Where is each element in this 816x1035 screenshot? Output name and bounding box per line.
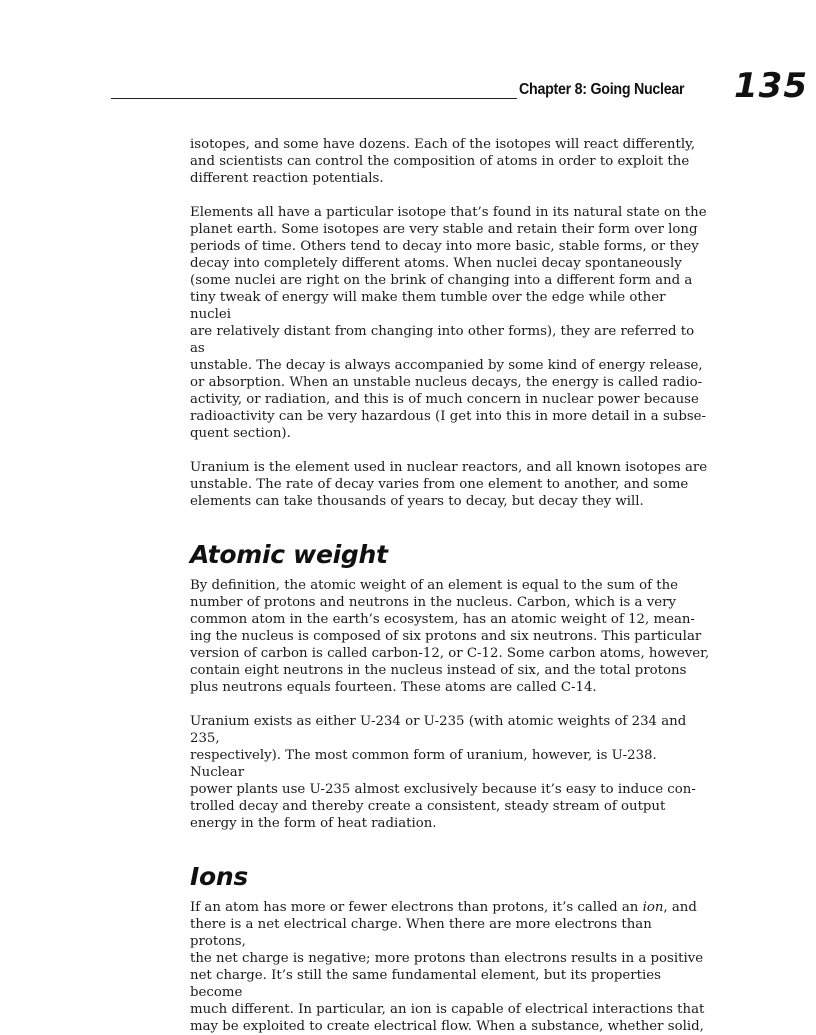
header-rule	[111, 98, 517, 99]
paragraph-isotopes-continued: isotopes, and some have dozens. Each of the isotopes will react differently, and scientists can control the composition of atoms in order to exploit the different reaction potentials.	[190, 137, 696, 186]
page-number: 135	[734, 66, 808, 106]
page-body	[190, 136, 710, 1035]
ion-term: ion	[642, 900, 664, 915]
ions-text-rest: , and there is a net electrical charge. When there are more electrons than protons, the net charge is negative; more protons than electrons results in a positive net charge. It’s still the same fundamental element, but its properties become much different. In particular, an ion is capable of electrical interactions that may be exploited to create electrical flow. When a substance, whether solid,	[190, 900, 705, 1034]
paragraph-uranium-isotopes: Uranium exists as either U-234 or U-235 (with atomic weights of 234 and 235, respectively). The most common form of uranium, however, is U-238. Nuclear power plants use U-235 almost exclusively because it’s easy to induce con- trolled decay and thereby create a consistent, steady stream of output energy in the form of heat radiation.	[190, 714, 696, 831]
heading-ions: Ions	[190, 862, 248, 891]
running-head: Chapter 8: Going Nuclear	[519, 81, 685, 98]
ions-text-start: If an atom has more or fewer electrons than protons, it’s called an	[190, 900, 643, 915]
heading-atomic-weight: Atomic weight	[190, 540, 388, 569]
paragraph-uranium-decay: Uranium is the element used in nuclear reactors, and all known isotopes are unstable. The rate of decay varies from one element to another, and some elements can take thousands of years to decay, but decay they will.	[190, 460, 708, 509]
paragraph-isotope-stability: Elements all have a particular isotope that’s found in its natural state on the planet earth. Some isotopes are very stable and retain their form over long periods of time. Others tend to decay into more basic, stable forms, or they decay into completely different atoms. When nuclei decay spontaneously (some nuclei are right on the brink of changing into a different form and a tiny tweak of energy will make them tumble over the edge while other nuclei are relatively distant from changing into other forms), they are referred to as unstable. The decay is always accompanied by some kind of energy release, or absorption. When an unstable nucleus decays, the energy is called radio- activity, or radiation, and this is of much concern in nuclear power because radioactivity can be very hazardous (I get into this in more detail in a subse- quent section).	[190, 205, 707, 441]
paragraph-atomic-weight-definition: By definition, the atomic weight of an element is equal to the sum of the number of protons and neutrons in the nucleus. Carbon, which is a very common atom in the earth’s ecosystem, has an atomic weight of 12, mean- ing the nucleus is composed of six protons and six neutrons. This particular version of carbon is called carbon-12, or C-12. Some carbon atoms, however, contain eight neutrons in the nucleus instead of six, and the total protons plus neutrons equals fourteen. These atoms are called C-14.	[190, 578, 710, 695]
paragraph-ions	[190, 899, 710, 1035]
